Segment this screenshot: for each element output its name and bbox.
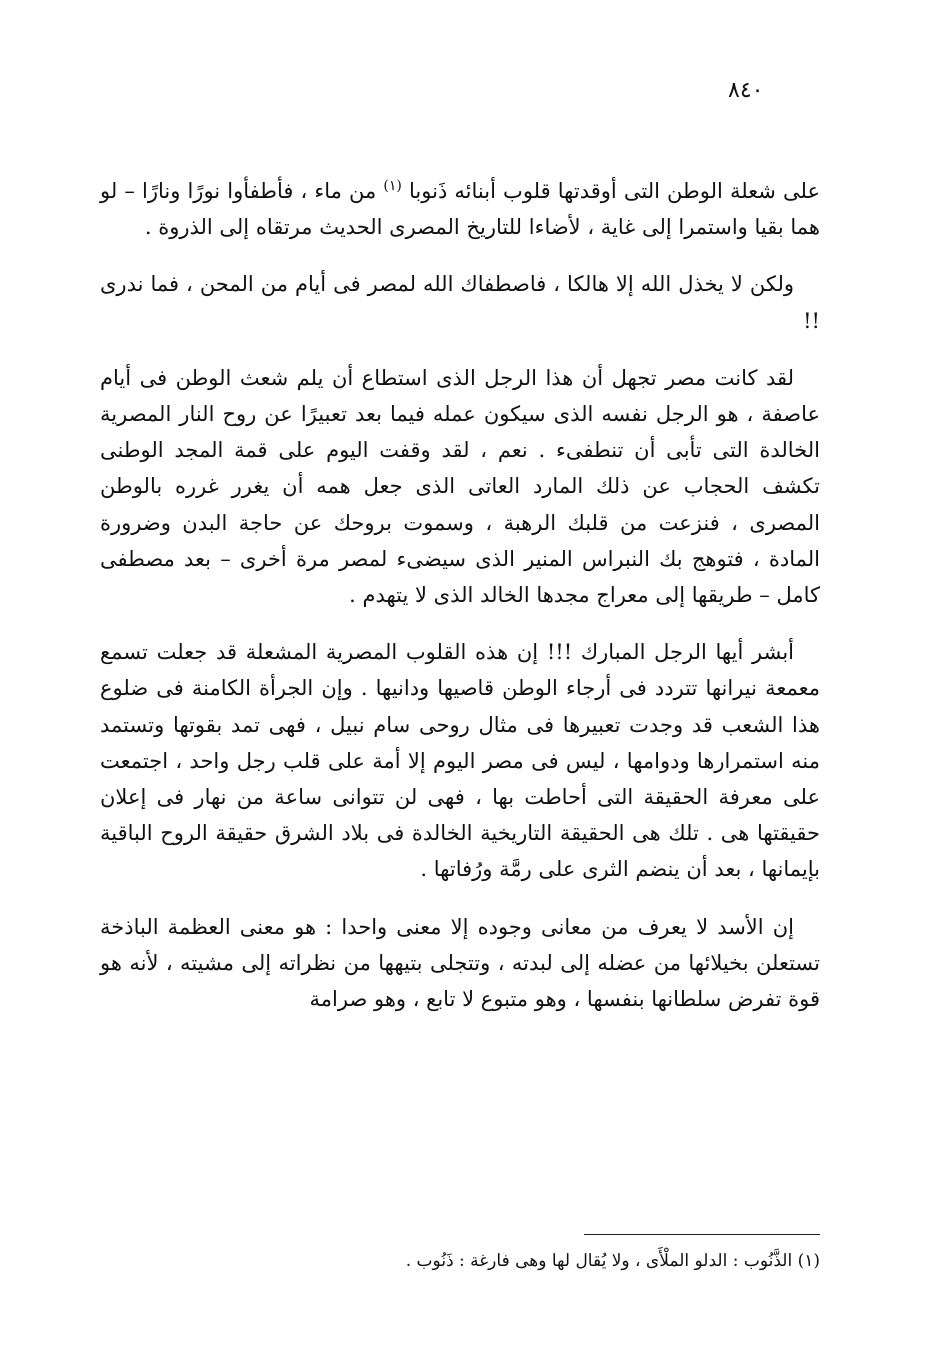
paragraph-3: لقد كانت مصر تجهل أن هذا الرجل الذى استطاع أن يلم شعث الوطن فى أيام عاصفة ، هو الرجل نفسه الذى سيكون عمله فيما بعد تعبيرًا عن روح النار المصرية الخالدة التى تأبى أن تنطفىء . نعم ، لقد وقفت اليوم على قمة المجد الوطنى تكشف الحجاب عن ذلك المارد العاتى الذى جعل همه أن يغرر غرره بالوطن المصرى ، فنزعت من قلبك الرهبة ، وسموت بروحك عن حاجة البدن وضرورة المادة ، فتوهج بك النبراس المنير الذى سيضىء لمصر مرة أخرى – بعد مصطفى كامل – طريقها إلى معراج مجدها الخالد الذى لا يتهدم .: [100, 365, 820, 608]
body-text: [100, 168, 820, 1038]
footnote-text: الذَّنُوب : الدلو الملْأَى ، ولا يُقال لها وهى فارغة : ذَنُوب .: [405, 1251, 798, 1271]
footnote: [250, 1247, 820, 1275]
footnote-marker: (١): [797, 1251, 820, 1271]
paragraph-2: ولكن لا يخذل الله إلا هالكا ، فاصطفاك الله لمصر فى أيام من المحن ، فما ندرى !!: [100, 272, 820, 333]
paragraph-5: إن الأسد لا يعرف من معانى وجوده إلا معنى واحدا : هو معنى العظمة الباذخة تستعلن بخيلائها من عضله إلى لبدته ، وتتجلى بتيهها من نظراته إلى مشيته ، لأنه هو قوة تفرض سلطانها بنفسها ، وهو متبوع لا تابع ، وهو صرامة: [100, 914, 820, 1012]
page-number: ٨٤٠: [728, 78, 764, 103]
paragraph-1: [100, 168, 820, 245]
paragraph-1-before-ref: على شعلة الوطن التى أوقدتها قلوب أبنائه ذَنوبا: [401, 179, 820, 203]
paragraph-4: أبشر أيها الرجل المبارك !!! إن هذه القلوب المصرية المشعلة قد جعلت تسمع معمعة نيرانها تتردد فى أرجاء الوطن قاصيها ودانيها . وإن الجرأة الكامنة فى ضلوع هذا الشعب قد وجدت تعبيرها فى مثال روحى سام نبيل ، فهى تمد بقوتها وتستمد منه استمرارها ودوامها ، ليس فى مصر اليوم إلا أمة على قلب رجل واحد ، اجتمعت على معرفة الحقيقة التى أحاطت بها ، فهى لن تتوانى ساعة من نهار فى إعلان حقيقتها هى . تلك هى الحقيقة التاريخية الخالدة فى بلاد الشرق حقيقة الروح الباقية بإيمانها ، بعد أن ينضم الثرى على رمَّة ورُفاتها .: [100, 640, 820, 882]
footnote-divider: [584, 1234, 820, 1235]
footnote-reference: (١): [383, 178, 402, 194]
paragraph-1-after-ref: من ماء ، فأطفأوا نورًا ونارًا – لو هما بقيا واستمرا إلى غاية ، لأضاءا للتاريخ المصرى الحديث مرتقاه إلى الذروة .: [100, 179, 820, 240]
